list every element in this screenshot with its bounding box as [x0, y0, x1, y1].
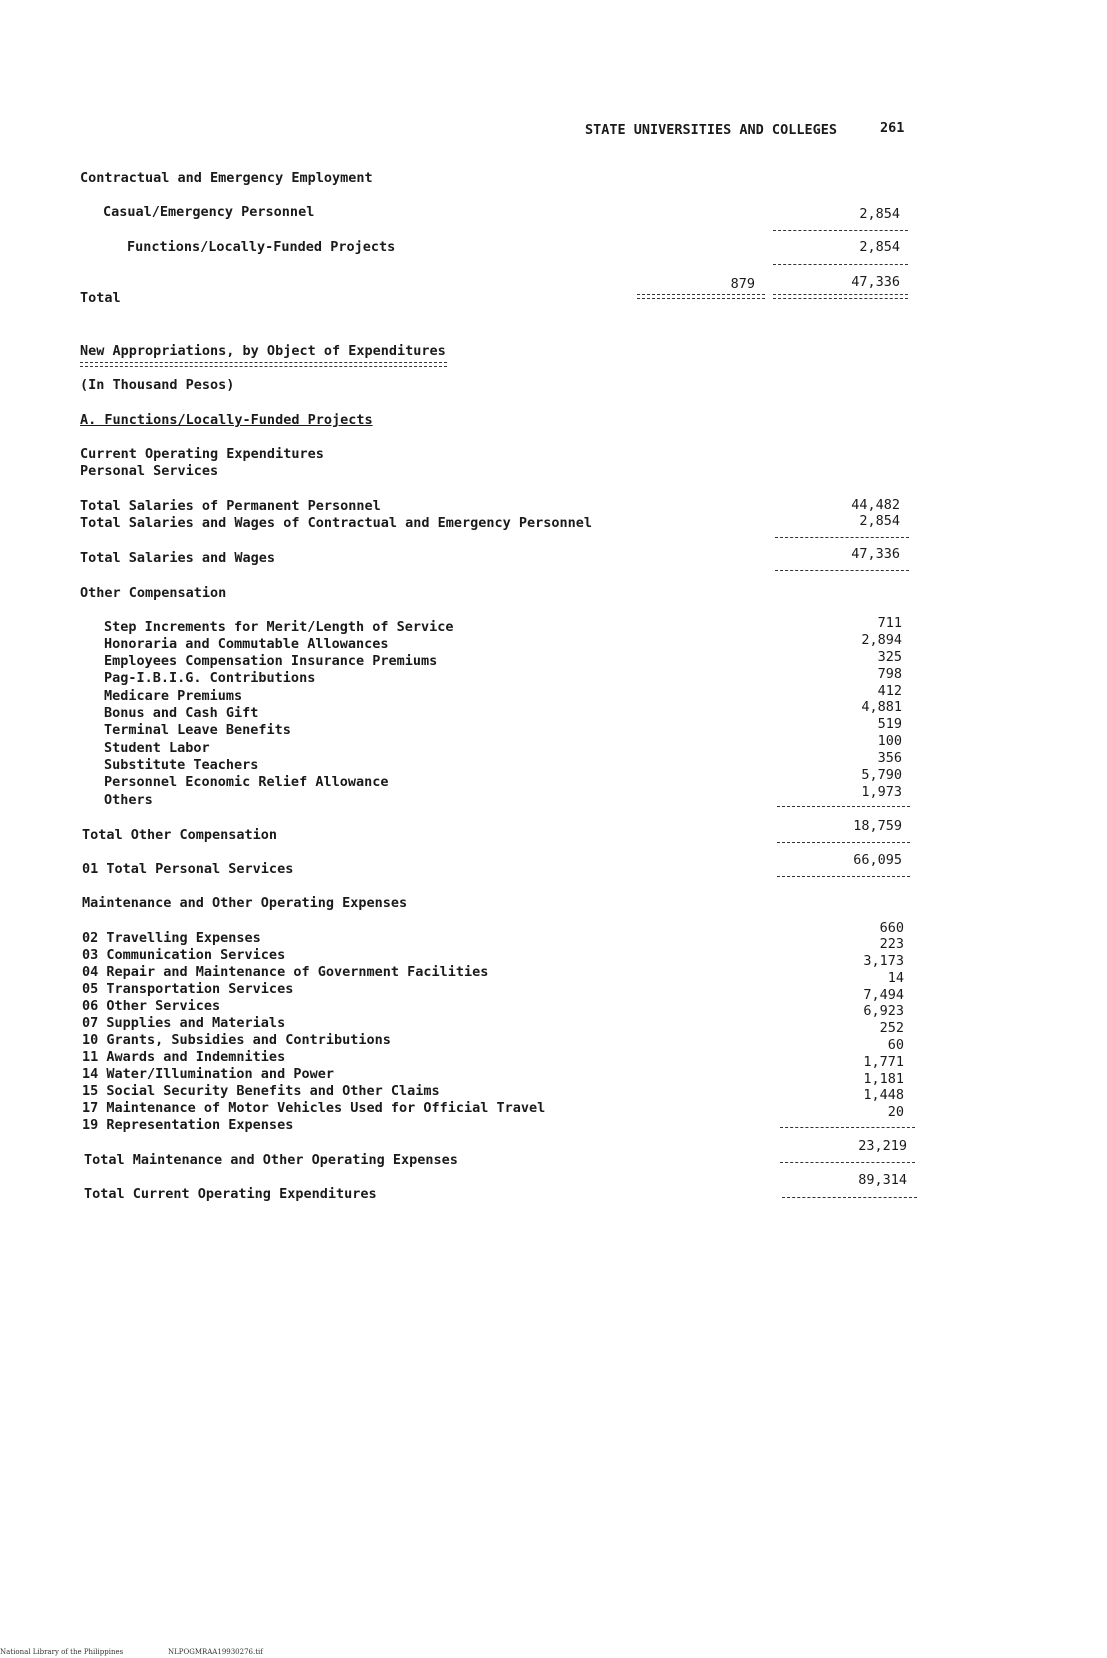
list-item: 04 Repair and Maintenance of Government Facilities [82, 964, 489, 980]
list-item: Bonus and Cash Gift [104, 705, 259, 721]
list-item-value: 14 [887, 970, 904, 986]
total-salaries-label: Total Salaries and Wages [80, 550, 276, 566]
rule [777, 806, 910, 807]
total-other-compensation-value: 18,759 [853, 818, 902, 834]
functions-value: 2,854 [859, 239, 900, 255]
double-rule [773, 294, 908, 299]
list-item-value: 252 [879, 1020, 904, 1036]
rule [775, 537, 909, 538]
total-current-opex-value: 89,314 [858, 1172, 907, 1188]
rule [775, 570, 909, 571]
rule [782, 1197, 917, 1198]
list-item: 14 Water/Illumination and Power [82, 1066, 334, 1082]
list-item: Honoraria and Commutable Allowances [104, 636, 389, 652]
list-item: 15 Social Security Benefits and Other Claims [82, 1083, 440, 1099]
list-item: Step Increments for Merit/Length of Service [104, 619, 454, 635]
list-item: Terminal Leave Benefits [104, 722, 291, 738]
list-item-value: 711 [877, 615, 902, 631]
footer-library: National Library of the Philippines [0, 1648, 124, 1656]
rule [773, 230, 908, 231]
page-number: 261 [880, 120, 905, 136]
list-item: Substitute Teachers [104, 757, 259, 773]
personal-services-heading: Personal Services [80, 463, 219, 479]
units-label: (In Thousand Pesos) [80, 377, 235, 393]
permanent-label: Total Salaries of Permanent Personnel [80, 498, 381, 514]
permanent-value: 44,482 [851, 497, 900, 513]
double-rule [637, 294, 765, 299]
list-item-value: 325 [877, 649, 902, 665]
list-item: 02 Travelling Expenses [82, 930, 261, 946]
list-item-value: 412 [877, 683, 902, 699]
functions-label: Functions/Locally-Funded Projects [127, 239, 396, 255]
list-item-value: 1,973 [861, 784, 902, 800]
double-rule [80, 362, 447, 367]
contractual-salaries-value: 2,854 [859, 513, 900, 529]
total-other-compensation-label: Total Other Compensation [82, 827, 278, 843]
list-item-value: 60 [887, 1037, 904, 1053]
total-mooe-label: Total Maintenance and Other Operating Expenses [84, 1152, 458, 1168]
total-col1-value: 879 [730, 276, 755, 292]
other-compensation-heading: Other Compensation [80, 585, 227, 601]
footer-file: NLPOGMRAA19930276.tif [168, 1648, 263, 1656]
list-item-value: 6,923 [863, 1003, 904, 1019]
list-item: 03 Communication Services [82, 947, 286, 963]
contractual-salaries-label: Total Salaries and Wages of Contractual and Emergency Personnel [80, 515, 593, 531]
casual-label: Casual/Emergency Personnel [103, 204, 315, 220]
rule [777, 876, 910, 877]
total-mooe-value: 23,219 [858, 1138, 907, 1154]
list-item-value: 660 [879, 920, 904, 936]
total-label: Total [80, 290, 121, 306]
total-current-opex-label: Total Current Operating Expenditures [84, 1186, 377, 1202]
list-item-value: 4,881 [861, 699, 902, 715]
total-personal-services-label: 01 Total Personal Services [82, 861, 294, 877]
list-item-value: 519 [877, 716, 902, 732]
list-item-value: 1,448 [863, 1087, 904, 1103]
list-item-value: 798 [877, 666, 902, 682]
list-item: Personnel Economic Relief Allowance [104, 774, 389, 790]
list-item-value: 7,494 [863, 987, 904, 1003]
list-item: 10 Grants, Subsidies and Contributions [82, 1032, 391, 1048]
list-item: 07 Supplies and Materials [82, 1015, 286, 1031]
contractual-heading: Contractual and Emergency Employment [80, 170, 373, 186]
rule [780, 1127, 915, 1128]
section-a-heading: A. Functions/Locally-Funded Projects [80, 412, 373, 428]
list-item-value: 5,790 [861, 767, 902, 783]
appropriations-heading: New Appropriations, by Object of Expenditures [80, 343, 446, 359]
list-item-value: 3,173 [863, 953, 904, 969]
list-item: Medicare Premiums [104, 688, 243, 704]
list-item-value: 2,894 [861, 632, 902, 648]
list-item: Student Labor [104, 740, 210, 756]
list-item: Employees Compensation Insurance Premiums [104, 653, 438, 669]
list-item: 11 Awards and Indemnities [82, 1049, 286, 1065]
list-item-value: 100 [877, 733, 902, 749]
page-header-title: STATE UNIVERSITIES AND COLLEGES [585, 122, 837, 138]
list-item: Others [104, 792, 153, 808]
rule [773, 264, 908, 265]
list-item: 05 Transportation Services [82, 981, 294, 997]
current-opex-heading: Current Operating Expenditures [80, 446, 324, 462]
list-item-value: 356 [877, 750, 902, 766]
list-item: Pag-I.B.I.G. Contributions [104, 670, 316, 686]
total-salaries-value: 47,336 [851, 546, 900, 562]
list-item: 06 Other Services [82, 998, 221, 1014]
rule [780, 1162, 915, 1163]
list-item: 19 Representation Expenses [82, 1117, 294, 1133]
rule [777, 842, 910, 843]
list-item-value: 20 [887, 1104, 904, 1120]
list-item: 17 Maintenance of Motor Vehicles Used for Official Travel [82, 1100, 546, 1116]
total-personal-services-value: 66,095 [853, 852, 902, 868]
list-item-value: 1,771 [863, 1054, 904, 1070]
casual-value: 2,854 [859, 206, 900, 222]
total-col2-value: 47,336 [851, 274, 900, 290]
list-item-value: 223 [879, 936, 904, 952]
mooe-heading: Maintenance and Other Operating Expenses [82, 895, 408, 911]
list-item-value: 1,181 [863, 1071, 904, 1087]
